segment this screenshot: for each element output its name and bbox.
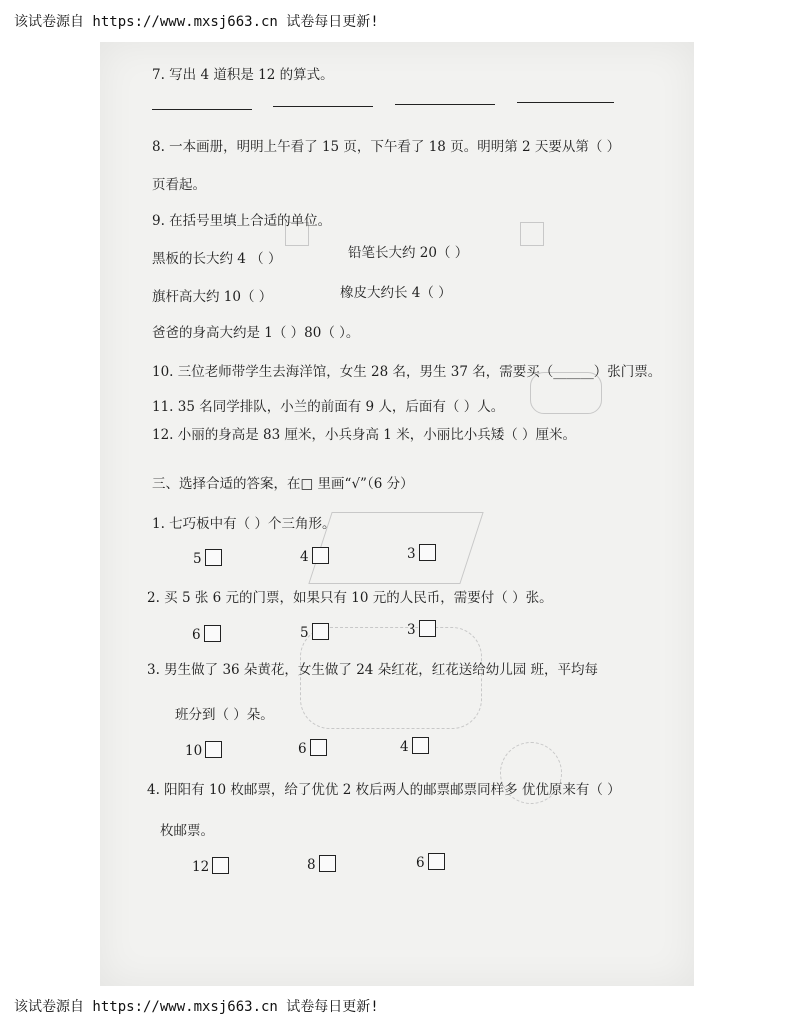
question-9-dad-height: 爸爸的身高大约是 1（ ）80（ ）。	[152, 325, 360, 341]
choice-4-line-2: 枚邮票。	[160, 823, 214, 839]
source-banner-bottom: 该试卷源自 https://www.mxsj663.cn 试卷每日更新!	[14, 999, 379, 1015]
choice-1-question: 1. 七巧板中有（ ）个三角形。	[152, 516, 336, 532]
choice-4-option[interactable]: 12	[192, 857, 229, 875]
answer-line-3[interactable]	[395, 104, 495, 105]
answer-line-1[interactable]	[152, 109, 252, 110]
choice-4-option[interactable]: 6	[416, 853, 445, 871]
answer-checkbox[interactable]	[419, 620, 436, 637]
choice-2-question: 2. 买 5 张 6 元的门票，如果只有 10 元的人民币，需要付（ ）张。	[147, 590, 553, 606]
choice-2-option[interactable]: 5	[300, 623, 329, 641]
question-9-title: 9. 在括号里填上合适的单位。	[152, 213, 332, 229]
answer-checkbox[interactable]	[204, 625, 221, 642]
answer-line-4[interactable]	[517, 102, 614, 103]
choice-3-option[interactable]: 4	[400, 737, 429, 755]
choice-3-option[interactable]: 10	[185, 741, 222, 759]
section-3-title: 三、选择合适的答案，在□ 里画“√”（6 分）	[152, 476, 414, 492]
choice-2-option[interactable]: 6	[192, 625, 221, 643]
answer-checkbox[interactable]	[205, 549, 222, 566]
choice-3-line-2: 班分到（ ）朵。	[175, 707, 274, 723]
question-9-blackboard: 黑板的长大约 4 （ ）	[152, 251, 282, 267]
question-9-flagpole: 旗杆高大约 10（ ）	[152, 289, 273, 305]
choice-2-option[interactable]: 3	[407, 620, 436, 638]
answer-checkbox[interactable]	[312, 547, 329, 564]
question-7: 7. 写出 4 道积是 12 的算式。	[152, 67, 334, 83]
source-banner-top: 该试卷源自 https://www.mxsj663.cn 试卷每日更新!	[14, 14, 379, 30]
choice-1-option[interactable]: 4	[300, 547, 329, 565]
question-8-line-1: 8. 一本画册，明明上午看了 15 页，下午看了 18 页。明明第 2 天要从第（ ）	[152, 139, 621, 155]
choice-4-line-1: 4. 阳阳有 10 枚邮票，给了优优 2 枚后两人的邮票邮票同样多 优优原来有（ ）	[147, 782, 621, 798]
question-8-line-2: 页看起。	[152, 177, 206, 193]
answer-checkbox[interactable]	[205, 741, 222, 758]
choice-3-option[interactable]: 6	[298, 739, 327, 757]
choice-4-option[interactable]: 8	[307, 855, 336, 873]
bleed-through-box	[520, 222, 544, 246]
answer-checkbox[interactable]	[412, 737, 429, 754]
question-9-pencil: 铅笔长大约 20（ ）	[348, 245, 469, 261]
question-11: 11. 35 名同学排队，小兰的前面有 9 人，后面有（ ）人。	[152, 399, 505, 415]
answer-checkbox[interactable]	[212, 857, 229, 874]
answer-checkbox[interactable]	[419, 544, 436, 561]
answer-checkbox[interactable]	[319, 855, 336, 872]
answer-checkbox[interactable]	[310, 739, 327, 756]
choice-1-option[interactable]: 3	[407, 544, 436, 562]
question-9-eraser: 橡皮大约长 4（ ）	[340, 285, 452, 301]
answer-checkbox[interactable]	[312, 623, 329, 640]
bleed-through-figure	[300, 627, 482, 729]
answer-checkbox[interactable]	[428, 853, 445, 870]
choice-3-line-1: 3. 男生做了 36 朵黄花，女生做了 24 朵红花，红花送给幼儿园 班，平均每	[147, 662, 598, 678]
question-10: 10. 三位老师带学生去海洋馆，女生 28 名，男生 37 名，需要买（______）张门票。	[152, 364, 662, 380]
answer-line-2[interactable]	[273, 106, 373, 107]
question-12: 12. 小丽的身高是 83 厘米，小兵身高 1 米，小丽比小兵矮（ ）厘米。	[152, 427, 576, 443]
choice-1-option[interactable]: 5	[193, 549, 222, 567]
